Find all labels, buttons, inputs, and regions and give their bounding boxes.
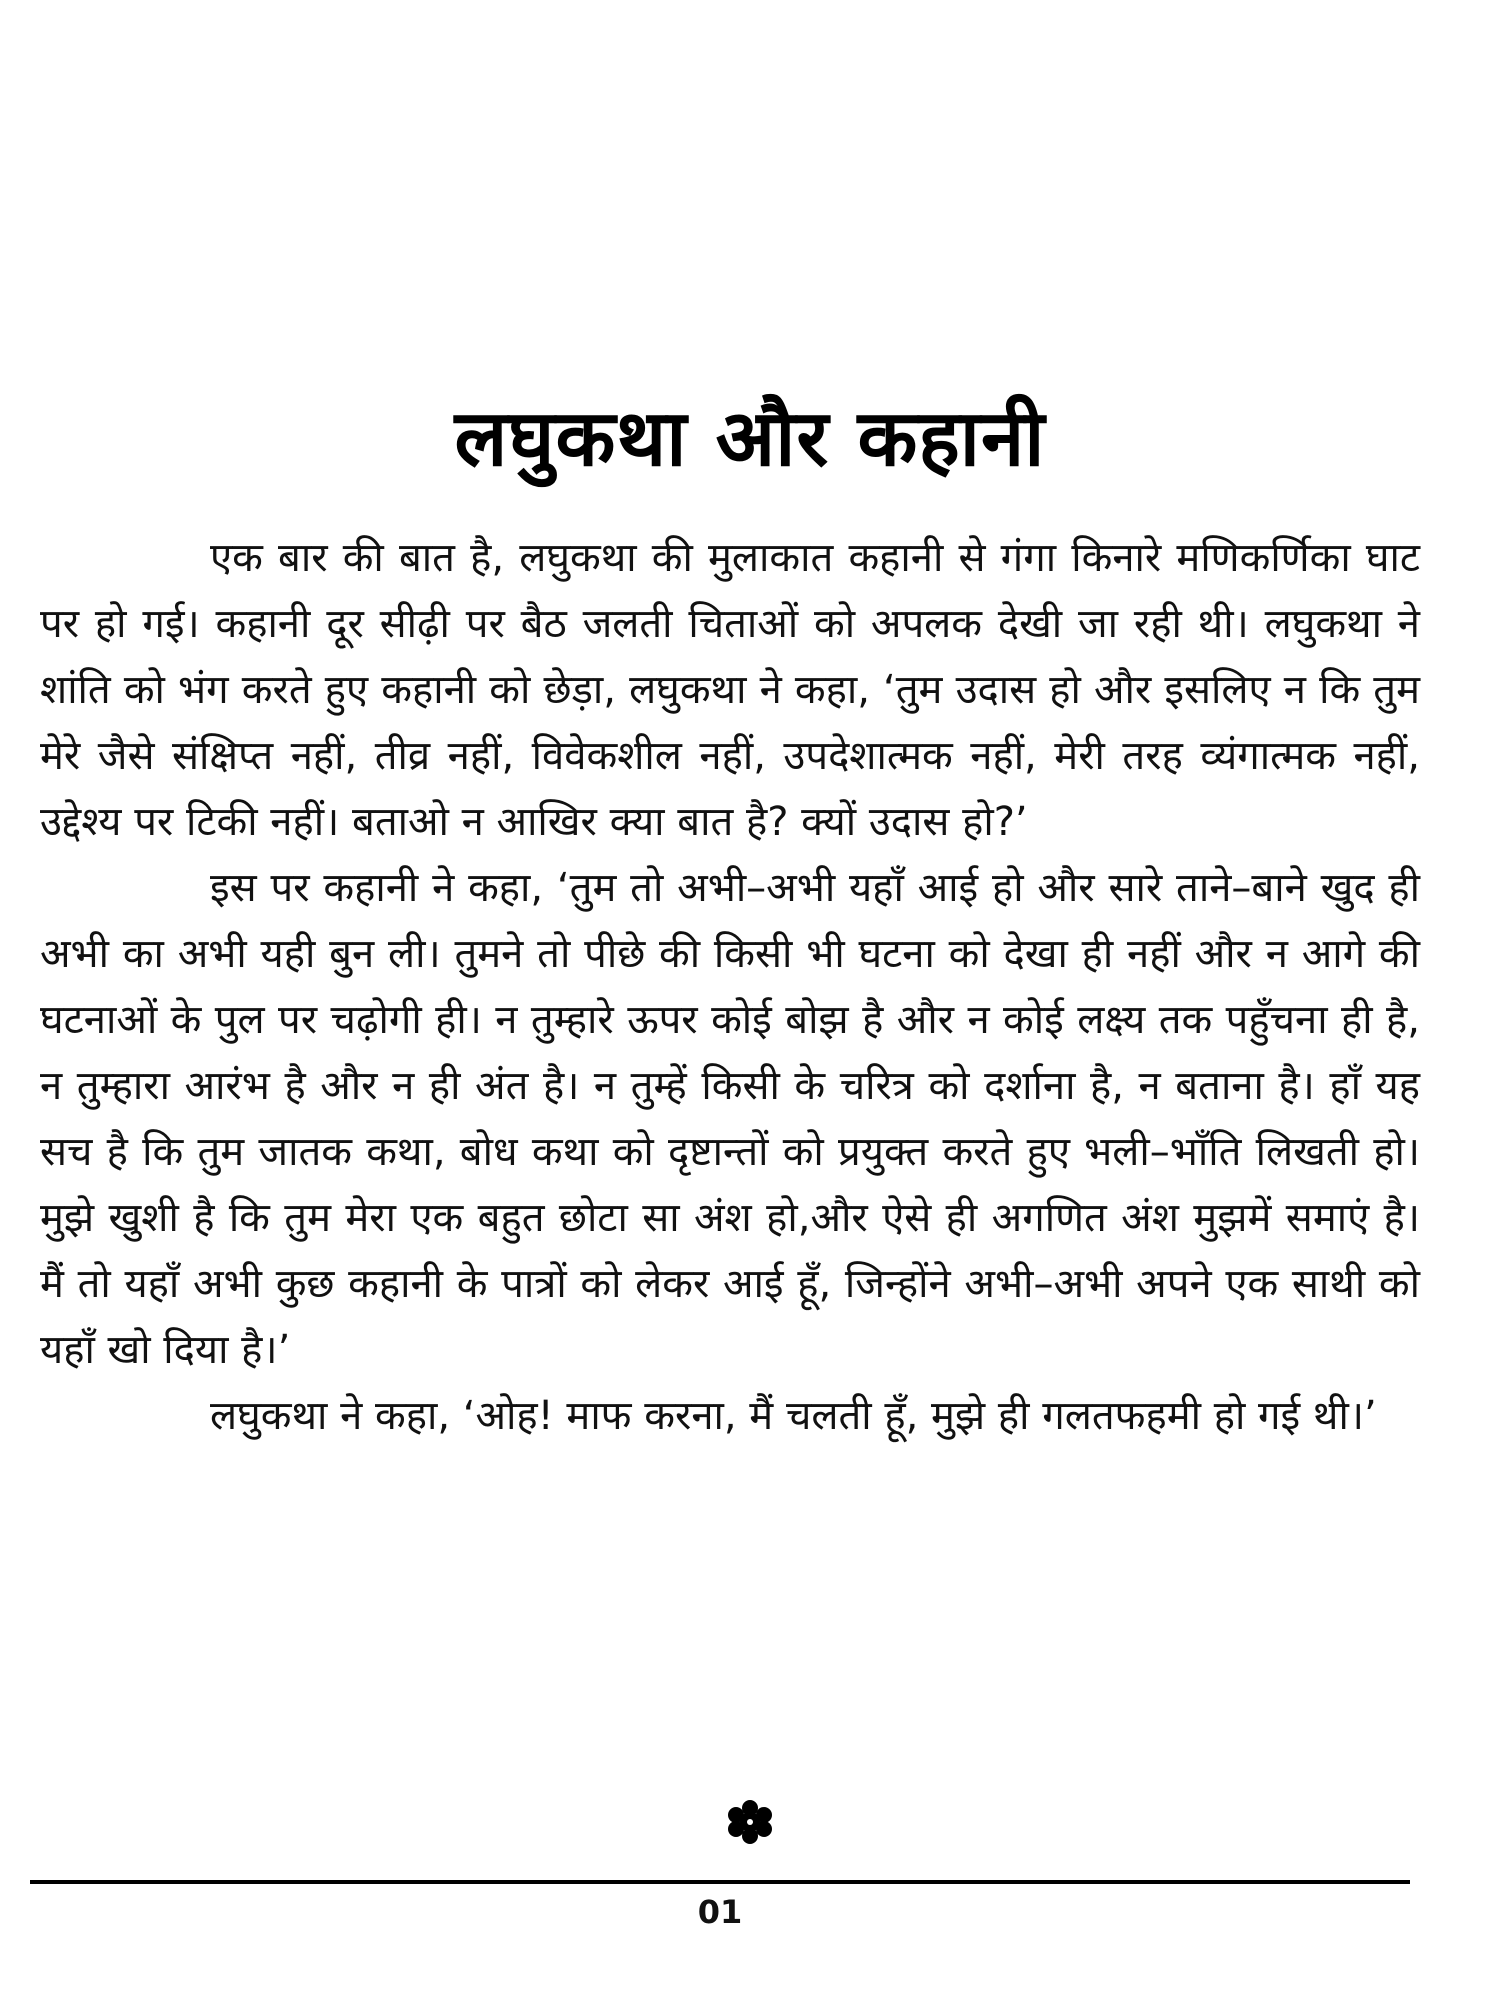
paragraph-1: एक बार की बात है, लघुकथा की मुलाकात कहानी से गंगा किनारे मणिकर्णिका घाट पर हो गई। कहानी दूर सीढ़ी पर बैठ जलती चिताओं को अपलक देखी जा रही थी। लघुकथा ने शांति को भंग करते हुए कहानी को छेड़ा, लघुकथा ने कहा, ‘तुम उदास हो और इसलिए न कि तुम मेरे जैसे संक्षिप्त नहीं, तीव्र नहीं, विवेकशील नहीं, उपदेशात्मक नहीं, मेरी तरह व्यंगात्मक नहीं, उद्देश्य पर टिकी नहीं। बताओ न आखिर क्या बात है? क्यों उदास हो?’ bbox=[40, 535, 1420, 845]
paragraph-3: लघुकथा ने कहा, ‘ओह! माफ करना, मैं चलती हूँ, मुझे ही गलतफहमी हो गई थी।’ bbox=[210, 1393, 1377, 1439]
flower-ornament-icon bbox=[0, 1800, 1500, 1852]
paragraph-2: इस पर कहानी ने कहा, ‘तुम तो अभी–अभी यहाँ आई हो और सारे ताने–बाने खुद ही अभी का अभी यही बुन ली। तुमने तो पीछे की किसी भी घटना को देखा ही नहीं और न आगे की घटनाओं के पुल पर चढ़ोगी ही। न तुम्हारे ऊपर कोई बोझ है और न कोई लक्ष्य तक पहुँचना ही है, न तुम्हारा आरंभ है और न ही अंत है। न तुम्हें किसी के चरित्र को दर्शाना है, न बताना है। हाँ यह सच है कि तुम जातक कथा, बोध कथा को दृष्टान्तों को प्रयुक्त करते हुए भली–भाँति लिखती हो। मुझे खुशी है कि तुम मेरा एक बहुत छोटा सा अंश हो,और ऐसे ही अगणित अंश मुझमें समाएं है। मैं तो यहाँ अभी कुछ कहानी के पात्रों को लेकर आई हूँ, जिन्होंने अभी–अभी अपने एक साथी को यहाँ खो दिया है।’ bbox=[40, 865, 1420, 1373]
footer-rule bbox=[30, 1880, 1410, 1884]
story-body bbox=[40, 525, 1420, 1449]
page-title: लघुकथा और कहानी bbox=[454, 394, 1046, 485]
page-number: 01 bbox=[697, 1893, 743, 1931]
